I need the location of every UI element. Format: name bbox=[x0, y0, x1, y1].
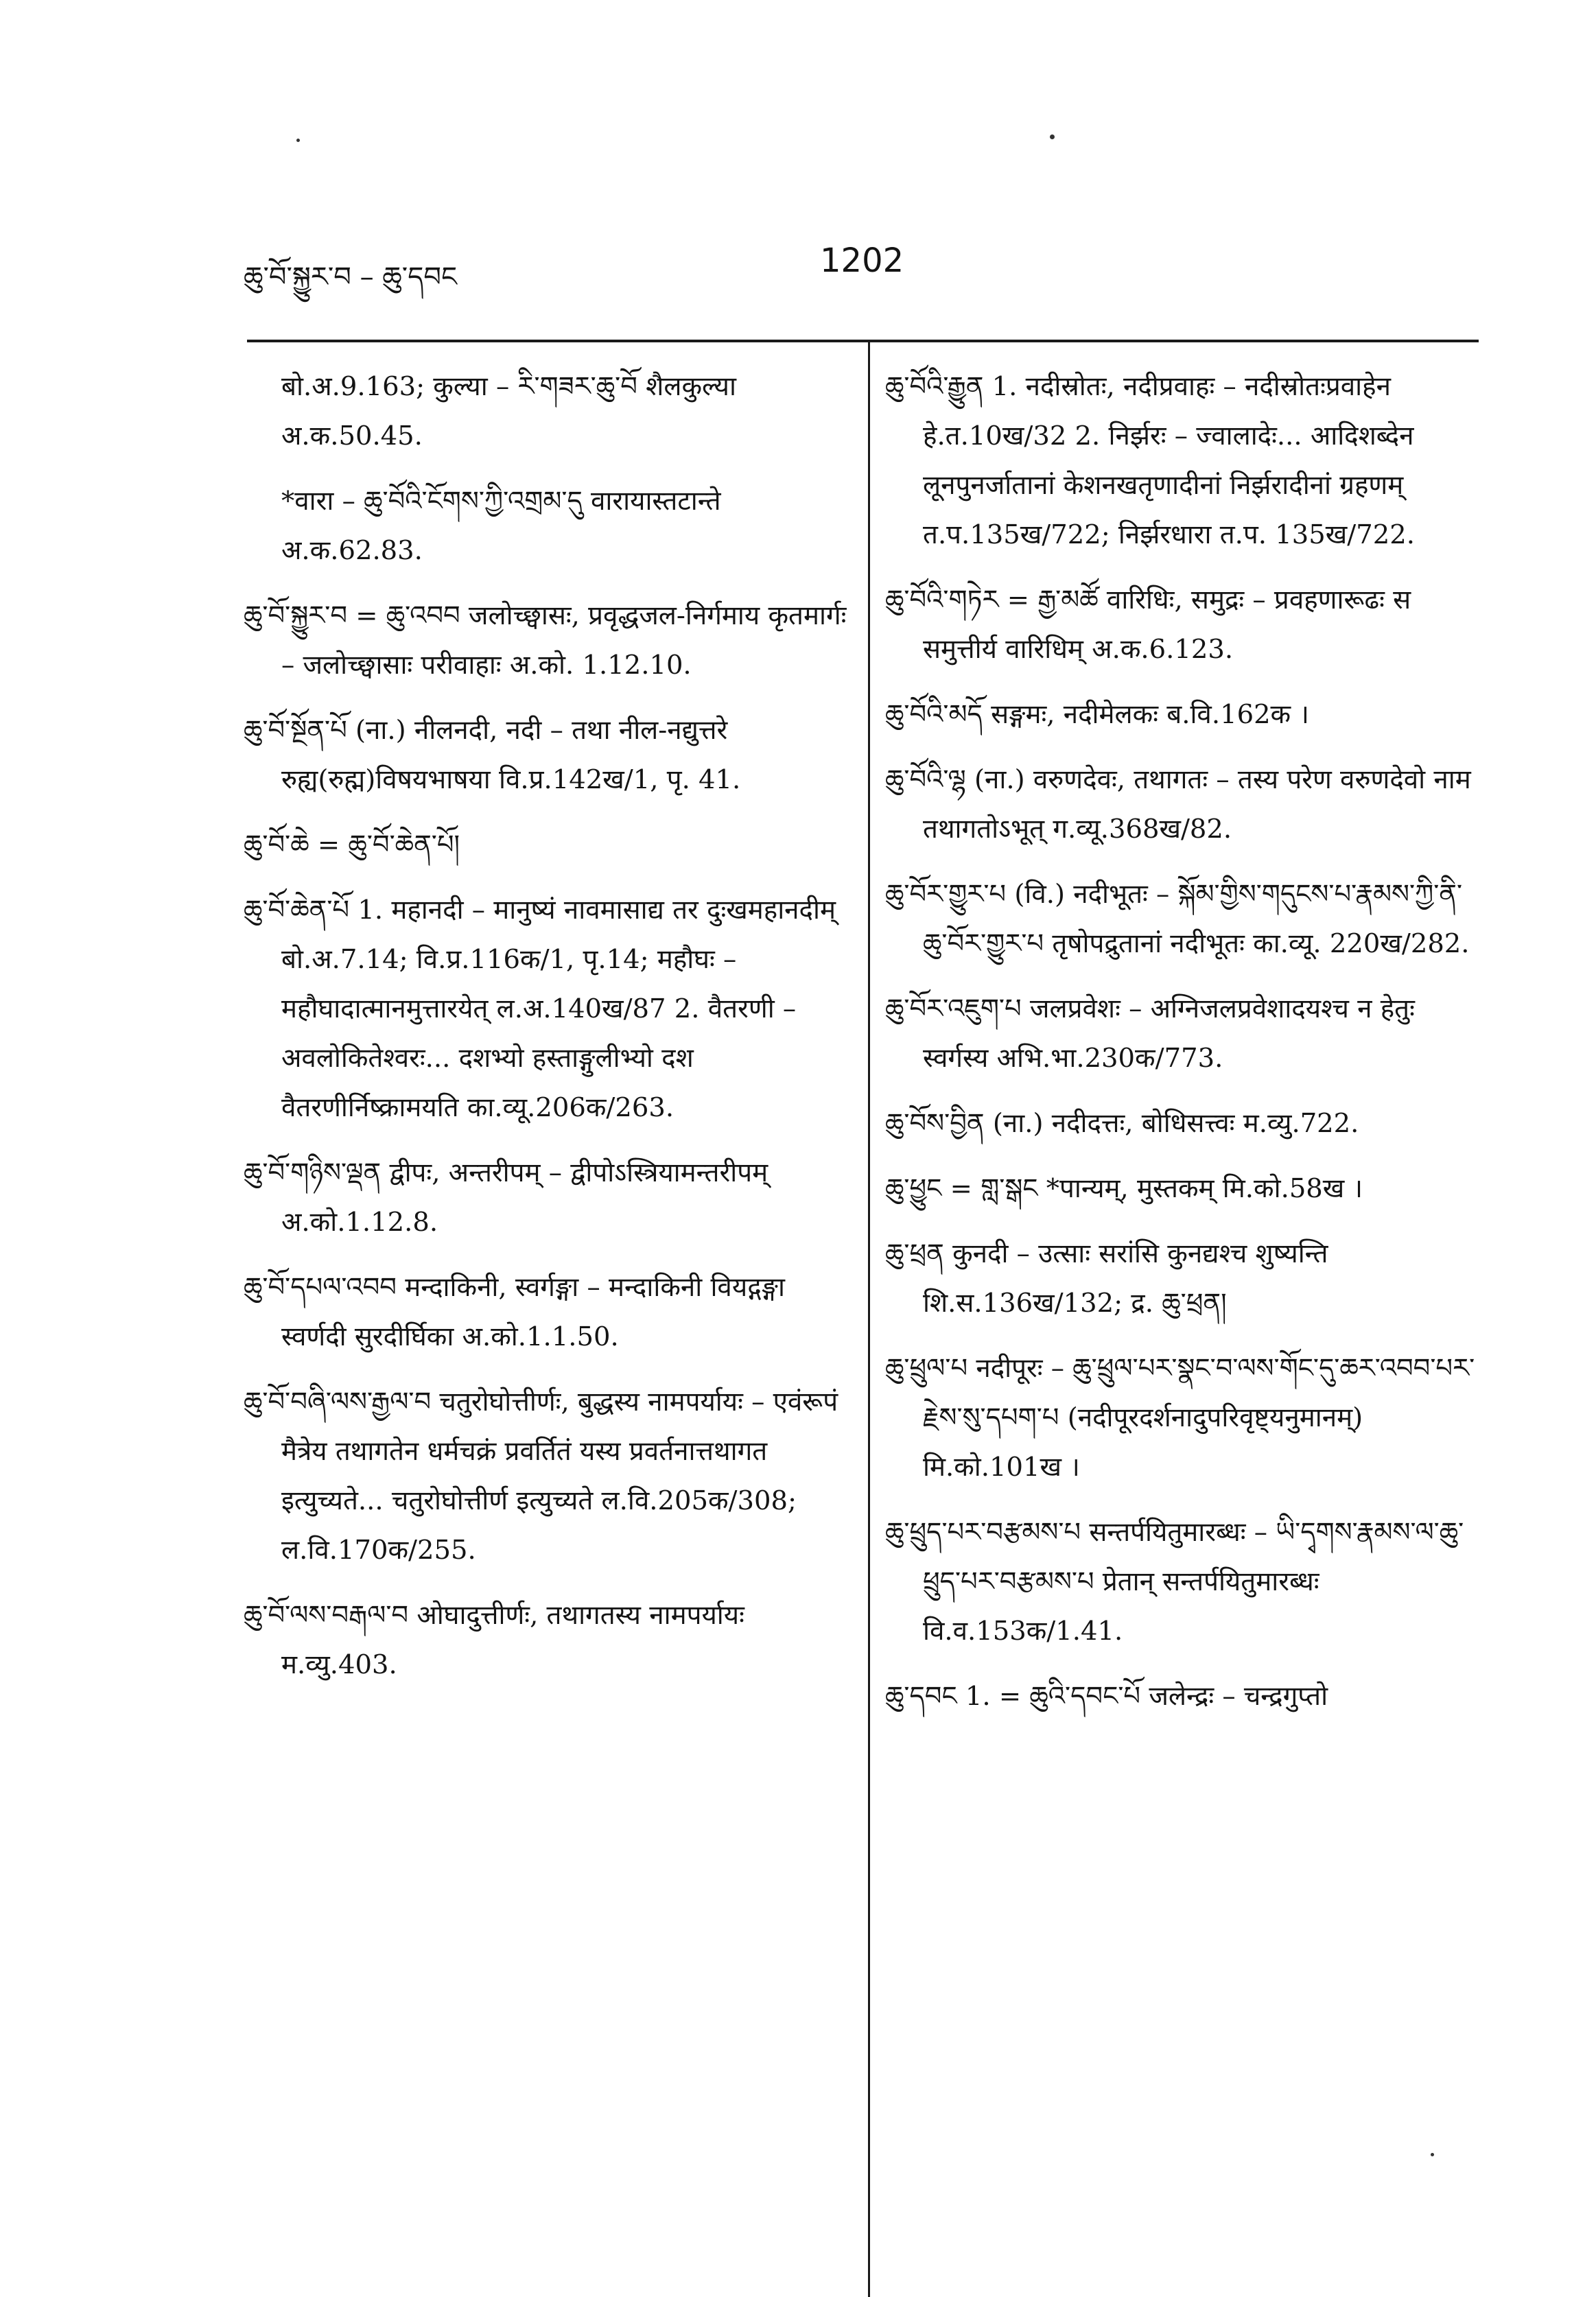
column-divider bbox=[868, 342, 870, 2297]
left-column bbox=[244, 362, 851, 1706]
scan-speck bbox=[1431, 2153, 1434, 2156]
dictionary-entry: ཆུ་བོ་སྔོན་པོ (ना.) नीलनदी, नदी – तथा नील-नद्युत्तरे रुह्य(रुह्म)विषयभाषया वि.प्र.142ख/1, पृ. 41. bbox=[244, 715, 741, 795]
dictionary-entry: ཆུ་བོ་ལས་བརྒལ་བ ओघादुत्तीर्णः, तथागतस्य नामपर्यायः म.व्यु.403. bbox=[244, 1600, 744, 1680]
dictionary-entry: ཆུ་བོའི་མདོ सङ्गमः, नदीमेलकः ब.वि.162क । bbox=[885, 699, 1309, 730]
dictionary-entry: ཆུ་བོ་ཆེ = ཆུ་བོ་ཆེན་པོ། bbox=[244, 829, 460, 860]
dictionary-entry: ཆུ་ཕྲུད་པར་བརྩམས་པ सन्तर्पयितुमारब्धः – ཡི་དྭགས་རྣམས་ལ་ཆུ་ཕྲུད་པར་བརྩམས་པ प्रेतान् सन्तर्पयितुमारब्धः वि.व.153क/1.41. bbox=[885, 1517, 1464, 1647]
dictionary-entry: ཆུ་བོ་དཔལ་འབབ मन्दाकिनी, स्वर्गङ्गा – मन्दाकिनी वियद्गङ्गा स्वर्णदी सुरदीर्घिका अ.को.1.1.50. bbox=[244, 1272, 786, 1352]
scan-speck bbox=[1050, 134, 1055, 139]
scan-speck bbox=[296, 139, 300, 142]
dictionary-entry: ཆུ་བོའི་ལྷ (ना.) वरुणदेवः, तथागतः – तस्य परेण वरुणदेवो नाम तथागतोऽभूत् ग.व्यू.368ख/82. bbox=[885, 764, 1471, 845]
dictionary-entry: ཆུ་བོའི་རྒྱུན 1. नदीस्रोतः, नदीप्रवाहः – नदीस्रोतःप्रवाहेन हे.त.10ख/32 2. निर्झरः – ज्वालादेः... आदिशब्देन लूनपुनर्जातानां केशनखतृणादीनां निर्झरादीनां ग्रहणम् त.प.135ख/722; निर्झरधारा त.प. 135ख/722. bbox=[885, 371, 1415, 550]
dictionary-entry: ཆུ་བོ་ཆེན་པོ 1. महानदी – मानुष्यं नावमासाद्य तर दुःखमहानदीम् बो.अ.7.14; वि.प्र.116क/1, पृ.14; महौघः – महौघादात्मानमुत्तारयेत् ल.अ.140ख/87 2. वैतरणी – अवलोकितेश्वरः... दशभ्यो हस्ताङ्गुलीभ्यो दश वैतरणीर्निष्क्रामयति का.व्यू.206क/263. bbox=[244, 895, 836, 1123]
dictionary-entry: ཆུ་ཕྲུལ་པ नदीपूरः – ཆུ་ཕྲུལ་པར་སྣང་བ་ལས་གོང་དུ་ཆར་འབབ་པར་རྗེས་སུ་དཔག་པ (नदीपूरदर्शनादुपरिवृष्ट्यनुमानम्) मि.को.101ख । bbox=[885, 1353, 1475, 1483]
dictionary-entry: *वारा – ཆུ་བོའི་ངོགས་ཀྱི་འགྲམ་དུ वारायास्तटान्ते अ.क.62.83. bbox=[281, 486, 721, 566]
dictionary-entry: ཆུ་ཕྱུང = གླ་སྒང *पान्यम्, मुस्तकम् मि.को.58ख । bbox=[885, 1173, 1363, 1204]
dictionary-entry: ཆུ་བོས་བྱིན (ना.) नदीदत्तः, बोधिसत्त्वः म.व्यु.722. bbox=[885, 1108, 1359, 1139]
running-head: ཆུ་བོ་སྐྱུར་བ – ཆུ་དབང bbox=[244, 261, 458, 293]
dictionary-entry: ཆུ་བོར་འཇུག་པ जलप्रवेशः – अग्निजलप्रवेशादयश्च न हेतुः स्वर्गस्य अभि.भा.230क/773. bbox=[885, 993, 1415, 1074]
dictionary-entry: बो.अ.9.163; कुल्या – རི་གཟར་ཆུ་བོ शैलकुल्या अ.क.50.45. bbox=[281, 371, 736, 451]
dictionary-entry: ཆུ་བོའི་གཏེར = རྒྱ་མཚོ वारिधिः, समुद्रः – प्रवहणारूढः स समुत्तीर्य वारिधिम् अ.क.6.123. bbox=[885, 585, 1411, 665]
dictionary-entry: ཆུ་ཕྲན कुनदी – उत्साः सरांसि कुनद्यश्च शुष्यन्ति शि.स.136ख/132; द्र. ཆུ་ཕྲན། bbox=[885, 1238, 1328, 1319]
dictionary-entry: ཆུ་བོར་གྱུར་པ (वि.) नदीभूतः – སྐོམ་གྱིས་གདུངས་པ་རྣམས་ཀྱི་ནི་ཆུ་བོར་གྱུར་པ तृषोपद्रुतानां नदीभूतः का.व्यू. 220ख/282. bbox=[885, 879, 1470, 959]
right-column bbox=[885, 362, 1486, 1737]
dictionary-entry: ཆུ་དབང 1. = ཆུའི་དབང་པོ जलेन्द्रः – चन्द्रगुप्तो bbox=[885, 1681, 1328, 1712]
header-rule bbox=[247, 340, 1479, 342]
dictionary-entry: ཆུ་བོ་གཉིས་ལྡན द्वीपः, अन्तरीपम् – द्वीपोऽस्त्रियामन्तरीपम् अ.को.1.12.8. bbox=[244, 1157, 768, 1238]
dictionary-entry: ཆུ་བོ་སྐྱུར་བ = ཆུ་འབབ जलोच्छ्वासः, प्रवृद्धजल-निर्गमाय कृतमार्गः – जलोच्छ्वासाः परीवाहाः अ.को. 1.12.10. bbox=[244, 600, 847, 681]
dictionary-entry: ཆུ་བོ་བཞི་ལས་རྒྱལ་བ चतुरोघोत्तीर्णः, बुद्धस्य नामपर्यायः – एवंरूपं मैत्रेय तथागतेन धर्मचक्रं प्रवर्तितं यस्य प्रवर्तनात्तथागत इत्युच्यते... चतुरोघोत्तीर्ण इत्युच्यते ल.वि.205क/308; ल.वि.170क/255. bbox=[244, 1387, 838, 1566]
page-number: 1202 bbox=[820, 242, 904, 280]
